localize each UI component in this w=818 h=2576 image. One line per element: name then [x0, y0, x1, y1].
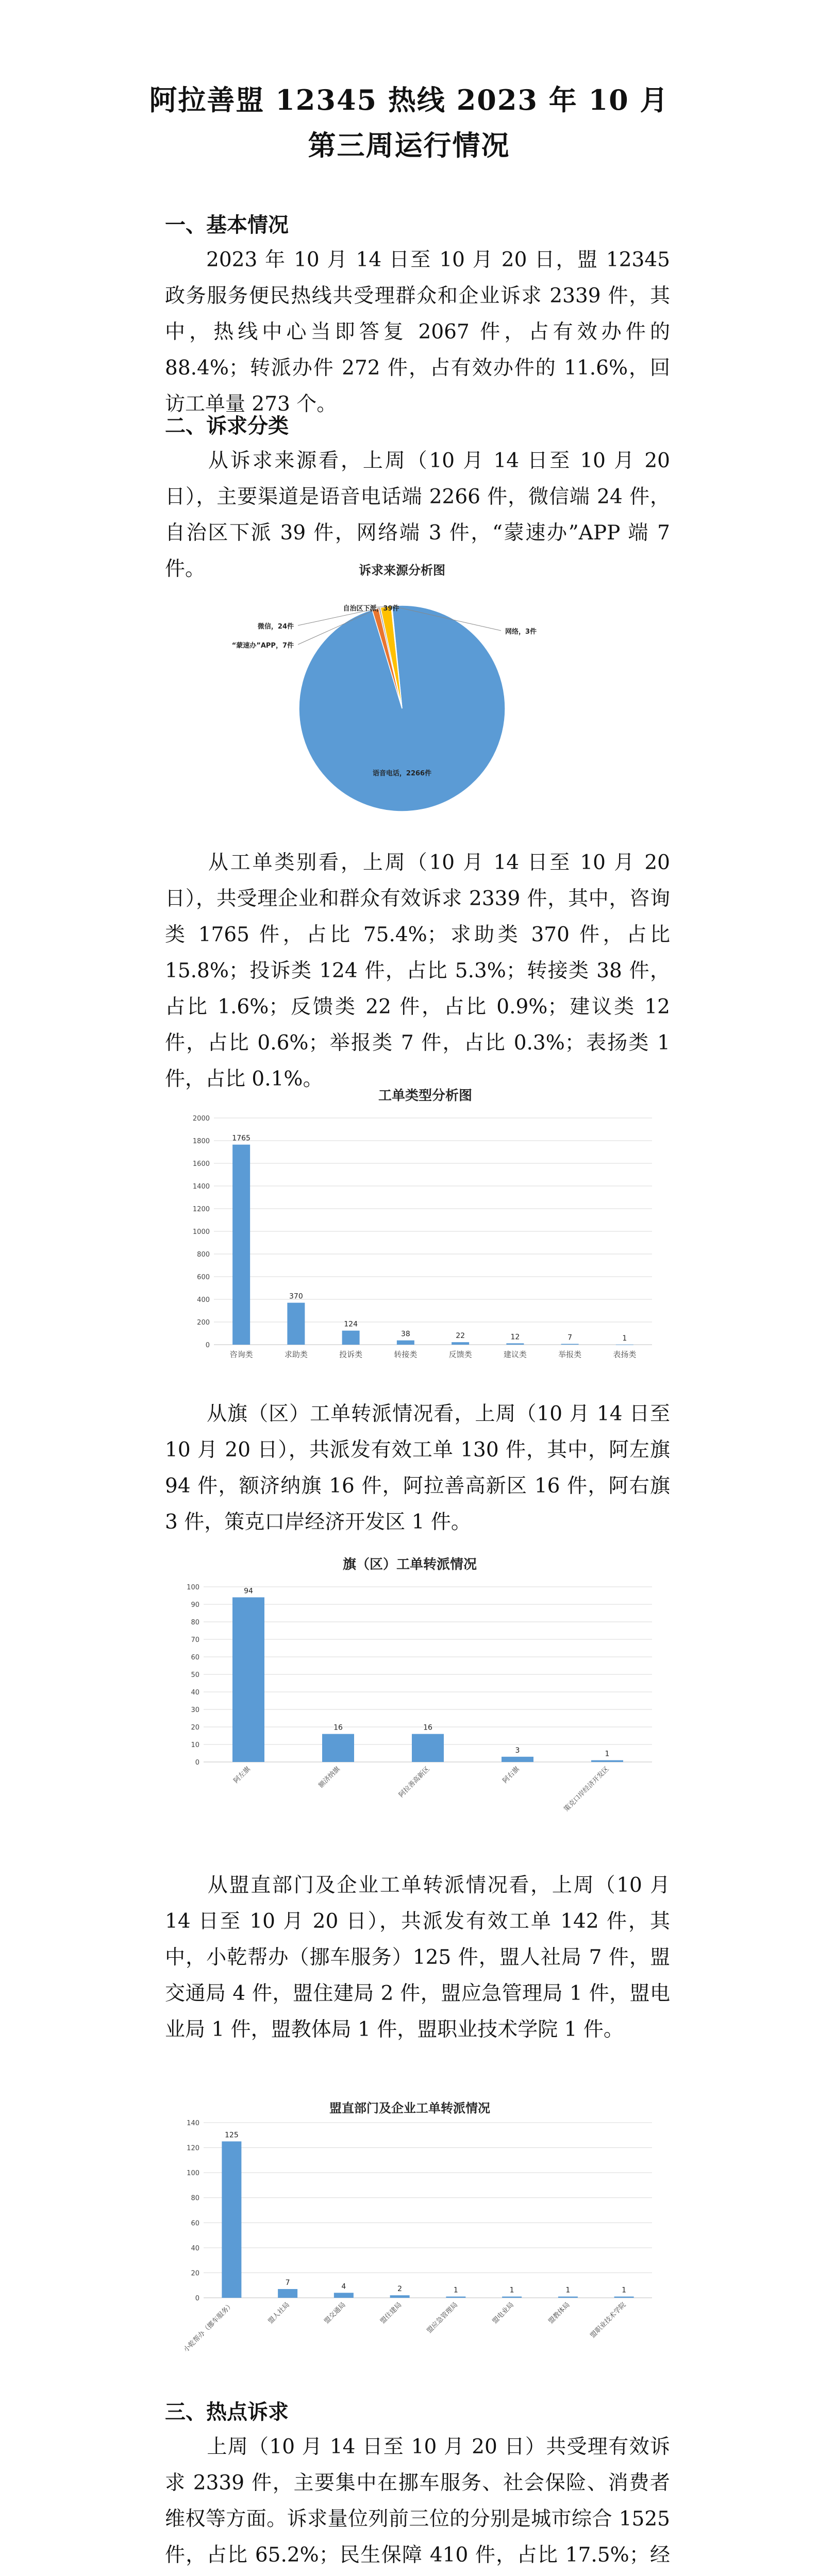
y-tick-label: 1000 [192, 1228, 210, 1236]
y-tick-label: 20 [191, 1724, 199, 1732]
y-tick-label: 80 [191, 2194, 199, 2202]
x-tick-label: 求助类 [284, 1350, 308, 1359]
bar-data-label: 1 [565, 2286, 571, 2295]
type-chart-title: 工单类型分析图 [378, 1088, 473, 1104]
bar [591, 1760, 623, 1762]
source-pie-chart [216, 559, 588, 817]
bar [342, 1331, 360, 1345]
bar-data-label: 16 [423, 1723, 432, 1732]
bar-data-label: 124 [344, 1320, 358, 1329]
y-tick-label: 10 [191, 1741, 199, 1749]
bar [232, 1597, 264, 1762]
bar-data-label: 370 [289, 1292, 303, 1301]
hotspots-paragraph-1 [165, 2429, 670, 2576]
pie-data-label: 微信，24件 [257, 623, 294, 631]
bar-data-label: 16 [333, 1723, 343, 1732]
banner-bar-chart [168, 1546, 657, 1844]
banner-paragraph [165, 1396, 670, 1540]
x-tick-label: 阿右旗 [501, 1765, 521, 1785]
dept-paragraph [165, 1868, 670, 2048]
bar-data-label: 125 [225, 2131, 239, 2140]
bar [506, 1343, 524, 1345]
x-tick-label: 盟职业技术学院 [589, 2301, 628, 2340]
bar [614, 2297, 634, 2298]
bar [452, 1342, 469, 1345]
y-tick-label: 1800 [192, 1138, 210, 1145]
y-tick-label: 120 [187, 2144, 199, 2153]
basic-situation-text: 2023 年 10 月 14 日至 10 月 20 日，盟 12345 政务服务便民热线共受理群众和企业诉求 2339 件，其中，热线中心当即答复 2067 件，占有效办件的 88.4%；转派办件 272 件，占有效办件的 11.6%，回访工单量 273 个。 [165, 248, 670, 416]
bar [222, 2141, 241, 2298]
y-tick-label: 30 [191, 1706, 199, 1714]
y-tick-label: 40 [191, 2244, 199, 2252]
x-tick-label: 盟电业局 [491, 2301, 515, 2326]
pie-data-label: 语音电话，2266件 [372, 770, 432, 777]
bar [232, 1145, 250, 1345]
hotspots-text-1: 上周（10 月 14 日至 10 月 20 日）共受理有效诉求 2339 件，主要集中在挪车服务、社会保险、消费者维权等方面。诉求量位列前三位的分别是城市综合 1525 件，占比 65.2%；民生保障 410 件，占比 17.5%；经 [165, 2435, 670, 2567]
banner-chart-title: 旗（区）工单转派情况 [342, 1557, 477, 1572]
bar-data-label: 4 [341, 2282, 346, 2291]
document-title [0, 77, 818, 168]
x-tick-label: 阿拉善高新区 [397, 1765, 431, 1799]
bar [390, 2295, 410, 2298]
x-tick-label: 盟应急管理局 [425, 2301, 460, 2335]
y-tick-label: 2000 [192, 1115, 210, 1123]
x-tick-label: 咨询类 [229, 1350, 253, 1359]
bar-data-label: 1 [509, 2286, 514, 2295]
y-tick-label: 0 [195, 1759, 199, 1767]
pie-data-label: 自治区下派，39件 [343, 605, 399, 613]
y-tick-label: 400 [197, 1296, 210, 1304]
x-tick-label: 策克口岸经济开发区 [562, 1765, 611, 1814]
y-tick-label: 1600 [192, 1160, 210, 1168]
bar-data-label: 22 [456, 1332, 465, 1341]
type-paragraph [165, 845, 670, 1097]
x-tick-label: 建议类 [503, 1350, 527, 1359]
y-tick-label: 140 [187, 2120, 199, 2127]
dept-chart-title: 盟直部门及企业工单转派情况 [329, 2101, 490, 2115]
pie-data-label: 网络，3件 [505, 628, 537, 636]
banner-text: 从旗（区）工单转派情况看，上周（10 月 14 日至 10 月 20 日），共派发有效工单 130 件，其中，阿左旗 94 件，额济纳旗 16 件，阿拉善高新区 16 件，阿右旗 3 件，策克口岸经济开发区 1 件。 [165, 1402, 670, 1534]
x-tick-label: 额济纳旗 [317, 1765, 342, 1790]
bar-data-label: 1 [622, 1334, 627, 1343]
y-tick-label: 50 [191, 1671, 199, 1679]
y-tick-label: 1200 [192, 1206, 210, 1213]
bar [334, 2293, 354, 2298]
y-tick-label: 0 [205, 1342, 210, 1349]
x-tick-label: 阿左旗 [232, 1765, 252, 1785]
bar [278, 2289, 297, 2298]
dept-text: 从盟直部门及企业工单转派情况看，上周（10 月 14 日至 10 月 20 日），共派发有效工单 142 件，其中，小乾帮办（挪车服务）125 件，盟人社局 7 件，盟交通局 4 件，盟住建局 2 件，盟应急管理局 1 件，盟电业局 1 件，盟教体局 1 件，盟职业技术学院 1 件。 [165, 1874, 670, 2041]
y-tick-label: 90 [191, 1601, 199, 1609]
y-tick-label: 800 [197, 1251, 210, 1259]
x-tick-label: 举报类 [558, 1350, 582, 1359]
section-heading-hotspots: 三、热点诉求 [165, 2400, 289, 2424]
x-tick-label: 盟住建局 [379, 2301, 404, 2326]
bar [561, 1344, 579, 1345]
bar [397, 1341, 414, 1345]
bar-data-label: 2 [397, 2285, 403, 2294]
dept-bar-chart [168, 2092, 657, 2385]
pie-data-label: “蒙速办”APP，7件 [231, 642, 294, 650]
bar-data-label: 12 [510, 1333, 520, 1342]
basic-situation-paragraph [165, 242, 670, 422]
title-line-1: 阿拉善盟 12345 热线 2023 年 10 月 [149, 83, 669, 116]
x-tick-label: 反馈类 [448, 1350, 472, 1359]
y-tick-label: 200 [197, 1319, 210, 1327]
bar [446, 2297, 465, 2298]
bar-data-label: 94 [244, 1587, 253, 1596]
bar-data-label: 7 [567, 1333, 573, 1342]
y-tick-label: 100 [187, 2170, 199, 2178]
y-tick-label: 20 [191, 2269, 199, 2278]
x-tick-label: 盟人社局 [266, 2301, 291, 2326]
y-tick-label: 70 [191, 1636, 199, 1644]
x-tick-label: 转接类 [394, 1350, 418, 1359]
section-heading-basic: 一、基本情况 [165, 213, 289, 237]
source-text: 从诉求来源看，上周（10 月 14 日至 10 月 20 日），主要渠道是语音电话端 2266 件，微信端 24 件，自治区下派 39 件，网络端 3 件，“蒙速办”APP 端 7 件。 [165, 449, 670, 581]
x-tick-label: 小乾帮办（挪车服务） [182, 2301, 236, 2354]
y-tick-label: 0 [195, 2295, 199, 2302]
bar-data-label: 38 [400, 1330, 410, 1338]
type-text: 从工单类别看，上周（10 月 14 日至 10 月 20 日），共受理企业和群众有效诉求 2339 件，其中，咨询类 1765 件，占比 75.4%；求助类 370 件，占比 15.8%；投诉类 124 件，占比 5.3%；转接类 38 件，占比 1.6%；反馈类 22 件，占比 0.9%；建议类 12 件，占比 0.6%；举报类 7 件，占比 0.3%；表扬类 1 件，占比 0.1%。 [165, 851, 670, 1091]
bar-data-label: 3 [515, 1746, 520, 1755]
bar [412, 1734, 444, 1762]
x-tick-label: 盟教体局 [547, 2301, 572, 2326]
y-tick-label: 80 [191, 1619, 199, 1626]
y-tick-label: 600 [197, 1274, 210, 1281]
x-tick-label: 盟交通局 [323, 2301, 347, 2326]
y-tick-label: 60 [191, 2219, 199, 2228]
y-tick-label: 40 [191, 1689, 199, 1697]
x-tick-label: 表扬类 [613, 1350, 637, 1359]
bar-data-label: 1 [453, 2286, 458, 2295]
y-tick-label: 100 [187, 1584, 199, 1591]
title-line-2: 第三周运行情况 [308, 129, 510, 162]
bar [322, 1734, 354, 1762]
bar-data-label: 1765 [232, 1134, 251, 1143]
bar-data-label: 7 [285, 2279, 290, 2287]
bar-data-label: 1 [622, 2286, 627, 2295]
type-bar-chart [168, 1077, 657, 1381]
bar-data-label: 1 [605, 1750, 610, 1758]
y-tick-label: 1400 [192, 1183, 210, 1191]
bar [287, 1303, 305, 1345]
bar [558, 2297, 578, 2298]
y-tick-label: 60 [191, 1654, 199, 1662]
pie-chart-title: 诉求来源分析图 [359, 563, 445, 578]
bar [502, 1757, 533, 1762]
section-heading-classification: 二、诉求分类 [165, 414, 289, 438]
x-tick-label: 投诉类 [339, 1350, 363, 1359]
bar [502, 2297, 522, 2298]
